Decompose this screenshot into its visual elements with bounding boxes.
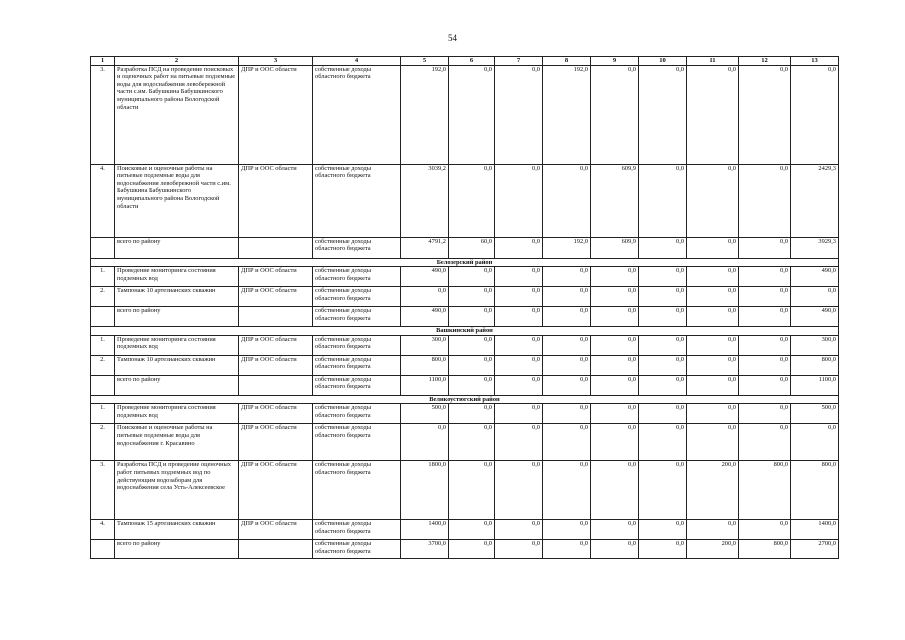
column-header: 6 <box>449 57 495 66</box>
value-cell: 0,0 <box>449 375 495 395</box>
activity-name-cell: всего по району <box>115 540 239 559</box>
value-cell: 0,0 <box>739 287 791 307</box>
value-cell: 0,0 <box>543 461 591 520</box>
value-cell: 0,0 <box>495 307 543 327</box>
value-cell: 0,0 <box>449 335 495 355</box>
value-cell: 0,0 <box>739 164 791 237</box>
activity-name-cell: Разработка ПСД и проведение оценочных работ питьевых подземных вод по действующим водозаборам для водоснабжения села Усть-Алексеевское <box>115 461 239 520</box>
district-title: Вашкинский район <box>91 327 839 336</box>
value-cell: 0,0 <box>739 375 791 395</box>
executor-cell: ДПР и ООС области <box>239 461 313 520</box>
column-header: 9 <box>591 57 639 66</box>
value-cell: 0,0 <box>543 375 591 395</box>
column-header: 10 <box>639 57 687 66</box>
value-cell: 0,0 <box>639 237 687 258</box>
value-cell: 0,0 <box>687 355 739 375</box>
value-cell: 2700,0 <box>791 540 839 559</box>
column-header: 3 <box>239 57 313 66</box>
district-title: Великоустюгский район <box>91 395 839 404</box>
district-header-row <box>91 258 839 267</box>
value-cell: 0,0 <box>449 287 495 307</box>
value-cell: 1800,0 <box>401 461 449 520</box>
value-cell: 0,0 <box>495 287 543 307</box>
page-number: 54 <box>448 33 457 43</box>
activity-name-cell: Проведение мониторинга состояния подземных вод <box>115 267 239 287</box>
value-cell: 0,0 <box>591 335 639 355</box>
value-cell: 0,0 <box>639 540 687 559</box>
value-cell: 0,0 <box>739 307 791 327</box>
value-cell: 800,0 <box>791 355 839 375</box>
value-cell: 0,0 <box>543 424 591 461</box>
executor-cell <box>239 237 313 258</box>
value-cell: 0,0 <box>639 375 687 395</box>
value-cell: 0,0 <box>543 540 591 559</box>
funding-source-cell: собственные доходы областного бюджета <box>313 520 401 540</box>
value-cell: 0,0 <box>591 355 639 375</box>
value-cell: 800,0 <box>791 461 839 520</box>
value-cell: 0,0 <box>739 267 791 287</box>
funding-source-cell: собственные доходы областного бюджета <box>313 461 401 520</box>
district-total-row <box>91 375 839 395</box>
value-cell: 0,0 <box>543 335 591 355</box>
value-cell: 0,0 <box>639 520 687 540</box>
value-cell: 609,9 <box>591 164 639 237</box>
funding-source-cell: собственные доходы областного бюджета <box>313 164 401 237</box>
value-cell: 0,0 <box>591 307 639 327</box>
value-cell: 0,0 <box>591 520 639 540</box>
value-cell: 2429,3 <box>791 164 839 237</box>
table-row <box>91 424 839 461</box>
funding-source-cell: собственные доходы областного бюджета <box>313 267 401 287</box>
value-cell: 0,0 <box>591 540 639 559</box>
district-total-row <box>91 540 839 559</box>
value-cell: 0,0 <box>739 65 791 164</box>
value-cell: 0,0 <box>449 307 495 327</box>
value-cell: 0,0 <box>591 424 639 461</box>
value-cell: 300,0 <box>791 335 839 355</box>
value-cell: 0,0 <box>449 267 495 287</box>
value-cell: 0,0 <box>687 375 739 395</box>
table-row <box>91 355 839 375</box>
value-cell: 0,0 <box>639 355 687 375</box>
value-cell: 0,0 <box>739 335 791 355</box>
value-cell: 0,0 <box>591 287 639 307</box>
activity-name-cell: Проведение мониторинга состояния подземных вод <box>115 404 239 424</box>
value-cell: 0,0 <box>687 335 739 355</box>
activity-name-cell: Разработка ПСД на проведение поисковых и оценочных работ на питьевые подземные воды для водоснабжения левобережной части с.им. Бабушкина Бабушкинского муниципального района Вологодской области <box>115 65 239 164</box>
funding-source-cell: собственные доходы областного бюджета <box>313 307 401 327</box>
column-header: 5 <box>401 57 449 66</box>
row-number-cell <box>91 307 115 327</box>
value-cell: 0,0 <box>495 355 543 375</box>
value-cell: 0,0 <box>495 375 543 395</box>
value-cell: 0,0 <box>449 164 495 237</box>
activity-name-cell: Проведение мониторинга состояния подземных вод <box>115 335 239 355</box>
value-cell: 3929,3 <box>791 237 839 258</box>
value-cell: 0,0 <box>495 424 543 461</box>
row-number-cell <box>91 375 115 395</box>
value-cell: 0,0 <box>687 267 739 287</box>
executor-cell: ДПР и ООС области <box>239 267 313 287</box>
row-number-cell: 1. <box>91 404 115 424</box>
row-number-cell: 2. <box>91 424 115 461</box>
value-cell: 1100,0 <box>791 375 839 395</box>
value-cell: 0,0 <box>495 164 543 237</box>
executor-cell: ДПР и ООС области <box>239 355 313 375</box>
value-cell: 0,0 <box>591 267 639 287</box>
value-cell: 0,0 <box>739 424 791 461</box>
row-number-cell: 2. <box>91 355 115 375</box>
value-cell: 490,0 <box>791 267 839 287</box>
executor-cell: ДПР и ООС области <box>239 65 313 164</box>
value-cell: 0,0 <box>543 267 591 287</box>
activity-name-cell: Поисковые и оценочные работы на питьевые подземные воды для водоснабжения г. Красавино <box>115 424 239 461</box>
district-total-row <box>91 237 839 258</box>
value-cell: 1100,0 <box>401 375 449 395</box>
value-cell: 0,0 <box>543 307 591 327</box>
value-cell: 0,0 <box>449 404 495 424</box>
table-row <box>91 404 839 424</box>
value-cell: 0,0 <box>639 307 687 327</box>
value-cell: 0,0 <box>495 540 543 559</box>
value-cell: 0,0 <box>687 287 739 307</box>
district-header-row <box>91 327 839 336</box>
value-cell: 1400,0 <box>791 520 839 540</box>
row-number-cell <box>91 237 115 258</box>
value-cell: 0,0 <box>449 520 495 540</box>
row-number-cell: 3. <box>91 461 115 520</box>
district-total-row <box>91 307 839 327</box>
value-cell: 1400,0 <box>401 520 449 540</box>
activity-name-cell: всего по району <box>115 237 239 258</box>
value-cell: 0,0 <box>495 461 543 520</box>
value-cell: 0,0 <box>639 461 687 520</box>
header-row <box>91 57 839 66</box>
executor-cell: ДПР и ООС области <box>239 404 313 424</box>
table-row <box>91 520 839 540</box>
funding-source-cell: собственные доходы областного бюджета <box>313 65 401 164</box>
funding-source-cell: собственные доходы областного бюджета <box>313 237 401 258</box>
table-row <box>91 287 839 307</box>
funding-source-cell: собственные доходы областного бюджета <box>313 355 401 375</box>
value-cell: 0,0 <box>591 65 639 164</box>
table-row <box>91 461 839 520</box>
value-cell: 0,0 <box>543 404 591 424</box>
executor-cell: ДПР и ООС области <box>239 520 313 540</box>
value-cell: 0,0 <box>639 404 687 424</box>
funding-source-cell: собственные доходы областного бюджета <box>313 540 401 559</box>
table-row <box>91 164 839 237</box>
value-cell: 0,0 <box>591 375 639 395</box>
value-cell: 0,0 <box>639 287 687 307</box>
budget-table <box>90 56 839 559</box>
value-cell: 0,0 <box>543 520 591 540</box>
value-cell: 800,0 <box>401 355 449 375</box>
value-cell: 0,0 <box>449 461 495 520</box>
activity-name-cell: Тампонаж 15 артезианских скважин <box>115 520 239 540</box>
value-cell: 0,0 <box>791 424 839 461</box>
value-cell: 800,0 <box>739 540 791 559</box>
value-cell: 0,0 <box>687 164 739 237</box>
funding-source-cell: собственные доходы областного бюджета <box>313 335 401 355</box>
value-cell: 0,0 <box>449 65 495 164</box>
value-cell: 0,0 <box>543 355 591 375</box>
column-header: 4 <box>313 57 401 66</box>
row-number-cell <box>91 540 115 559</box>
value-cell: 192,0 <box>543 65 591 164</box>
value-cell: 800,0 <box>739 461 791 520</box>
value-cell: 0,0 <box>687 237 739 258</box>
executor-cell: ДПР и ООС области <box>239 335 313 355</box>
value-cell: 0,0 <box>449 424 495 461</box>
value-cell: 200,0 <box>687 461 739 520</box>
value-cell: 192,0 <box>543 237 591 258</box>
value-cell: 3039,2 <box>401 164 449 237</box>
value-cell: 0,0 <box>739 520 791 540</box>
value-cell: 0,0 <box>639 267 687 287</box>
value-cell: 490,0 <box>791 307 839 327</box>
district-header-row <box>91 395 839 404</box>
executor-cell: ДПР и ООС области <box>239 424 313 461</box>
row-number-cell: 4. <box>91 520 115 540</box>
activity-name-cell: Тампонаж 10 артезианских скважин <box>115 287 239 307</box>
value-cell: 0,0 <box>401 424 449 461</box>
column-header: 11 <box>687 57 739 66</box>
value-cell: 0,0 <box>591 404 639 424</box>
value-cell: 609,9 <box>591 237 639 258</box>
value-cell: 500,0 <box>401 404 449 424</box>
value-cell: 0,0 <box>639 65 687 164</box>
value-cell: 490,0 <box>401 307 449 327</box>
table-body <box>91 65 839 559</box>
activity-name-cell: Тампонаж 10 артезианских скважин <box>115 355 239 375</box>
value-cell: 3700,0 <box>401 540 449 559</box>
value-cell: 0,0 <box>543 287 591 307</box>
value-cell: 0,0 <box>687 404 739 424</box>
activity-name-cell: всего по району <box>115 307 239 327</box>
value-cell: 0,0 <box>449 355 495 375</box>
activity-name-cell: Поисковые и оценочные работы на питьевые подземные воды для водоснабжения левобережной части с.им. Бабушкина Бабушкинского муниципального района Вологодской области <box>115 164 239 237</box>
executor-cell: ДПР и ООС области <box>239 287 313 307</box>
value-cell: 0,0 <box>495 335 543 355</box>
value-cell: 0,0 <box>495 237 543 258</box>
value-cell: 0,0 <box>639 164 687 237</box>
value-cell: 4791,2 <box>401 237 449 258</box>
executor-cell <box>239 375 313 395</box>
value-cell: 200,0 <box>687 540 739 559</box>
value-cell: 0,0 <box>591 461 639 520</box>
value-cell: 0,0 <box>687 424 739 461</box>
value-cell: 0,0 <box>687 520 739 540</box>
executor-cell: ДПР и ООС области <box>239 164 313 237</box>
value-cell: 0,0 <box>687 65 739 164</box>
value-cell: 0,0 <box>495 65 543 164</box>
value-cell: 60,0 <box>449 237 495 258</box>
value-cell: 0,0 <box>401 287 449 307</box>
row-number-cell: 1. <box>91 267 115 287</box>
column-header: 2 <box>115 57 239 66</box>
row-number-cell: 1. <box>91 335 115 355</box>
value-cell: 0,0 <box>495 520 543 540</box>
value-cell: 0,0 <box>739 237 791 258</box>
column-header: 1 <box>91 57 115 66</box>
value-cell: 0,0 <box>639 424 687 461</box>
executor-cell <box>239 307 313 327</box>
funding-source-cell: собственные доходы областного бюджета <box>313 404 401 424</box>
executor-cell <box>239 540 313 559</box>
value-cell: 0,0 <box>543 164 591 237</box>
table-row <box>91 267 839 287</box>
value-cell: 0,0 <box>449 540 495 559</box>
column-header: 12 <box>739 57 791 66</box>
value-cell: 0,0 <box>495 404 543 424</box>
activity-name-cell: всего по району <box>115 375 239 395</box>
value-cell: 0,0 <box>791 65 839 164</box>
row-number-cell: 3. <box>91 65 115 164</box>
district-title: Белозерский район <box>91 258 839 267</box>
value-cell: 500,0 <box>791 404 839 424</box>
row-number-cell: 2. <box>91 287 115 307</box>
value-cell: 0,0 <box>639 335 687 355</box>
value-cell: 192,0 <box>401 65 449 164</box>
table-row <box>91 65 839 164</box>
funding-source-cell: собственные доходы областного бюджета <box>313 375 401 395</box>
column-header: 13 <box>791 57 839 66</box>
column-header: 8 <box>543 57 591 66</box>
value-cell: 490,0 <box>401 267 449 287</box>
value-cell: 300,0 <box>401 335 449 355</box>
table-row <box>91 335 839 355</box>
value-cell: 0,0 <box>739 355 791 375</box>
value-cell: 0,0 <box>495 267 543 287</box>
row-number-cell: 4. <box>91 164 115 237</box>
column-header: 7 <box>495 57 543 66</box>
value-cell: 0,0 <box>791 287 839 307</box>
value-cell: 0,0 <box>687 307 739 327</box>
value-cell: 0,0 <box>739 404 791 424</box>
funding-source-cell: собственные доходы областного бюджета <box>313 424 401 461</box>
funding-source-cell: собственные доходы областного бюджета <box>313 287 401 307</box>
